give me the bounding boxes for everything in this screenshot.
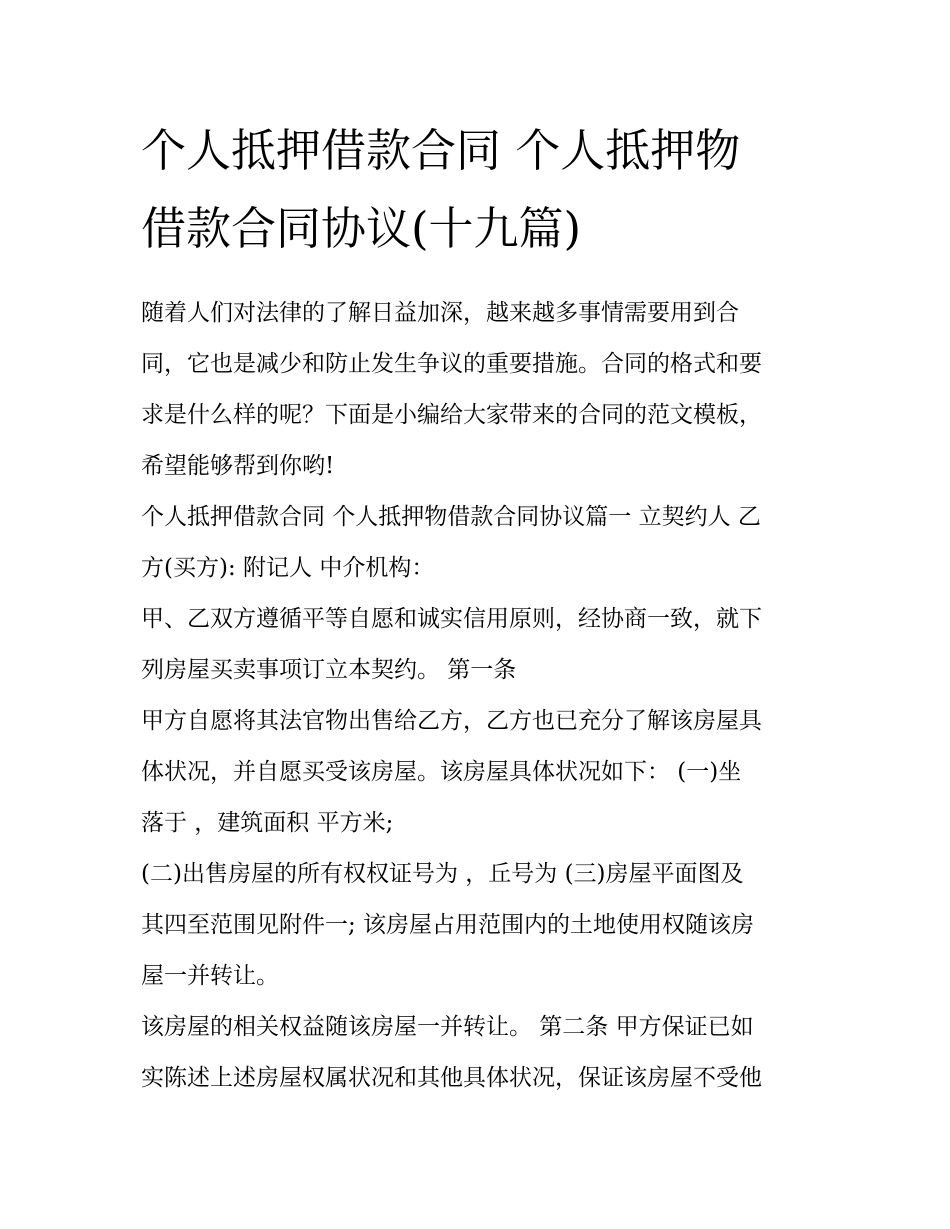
document-body (141, 288, 831, 1104)
contract-heading-paragraph (141, 492, 831, 594)
article-one-paragraph (141, 696, 831, 849)
text-line: 落于 ，建筑面积 平方米; (141, 810, 394, 836)
text-line: 屋一并转让。 (141, 963, 279, 989)
text-line: 个人抵押借款合同 个人抵押物借款合同协议篇一 立契约人 乙 (141, 504, 761, 530)
text-line: 希望能够帮到你哟! (141, 453, 335, 479)
text-line: 随着人们对法律的了解日益加深，越来越多事情需要用到合 (141, 300, 739, 326)
text-line: 列房屋买卖事项订立本契约。 第一条 (141, 657, 517, 683)
property-certificate-paragraph (141, 849, 831, 1002)
text-line: (二)出售房屋的所有权权证号为 ，丘号为 (三)房屋平面图及 (141, 861, 744, 887)
text-line: 体状况，并自愿买受该房屋。该房屋具体状况如下： (一)坐 (141, 759, 742, 785)
text-line: 方(买方): 附记人 中介机构： (141, 555, 435, 581)
title-line: 个人抵押借款合同 个人抵押物 (141, 124, 741, 177)
article-two-paragraph (141, 1002, 831, 1104)
text-line: 其四至范围见附件一; 该房屋占用范围内的土地使用权随该房 (141, 912, 755, 938)
title-line: 借款合同协议(十九篇) (141, 202, 582, 255)
text-line: 同，它也是减少和防止发生争议的重要措施。合同的格式和要 (141, 351, 762, 377)
text-line: 该房屋的相关权益随该房屋一并转让。 第二条 甲方保证已如 (141, 1014, 754, 1040)
principle-paragraph (141, 594, 831, 696)
text-line: 实陈述上述房屋权属状况和其他具体状况，保证该房屋不受他 (141, 1065, 762, 1091)
text-line: 求是什么样的呢？下面是小编给大家带来的合同的范文模板， (141, 402, 762, 428)
document-title (141, 112, 831, 268)
document-content (141, 112, 831, 1104)
intro-paragraph (141, 288, 831, 492)
text-line: 甲、乙双方遵循平等自愿和诚实信用原则，经协商一致，就下 (141, 606, 762, 632)
text-line: 甲方自愿将其法官物出售给乙方，乙方也已充分了解该房屋具 (141, 708, 762, 734)
